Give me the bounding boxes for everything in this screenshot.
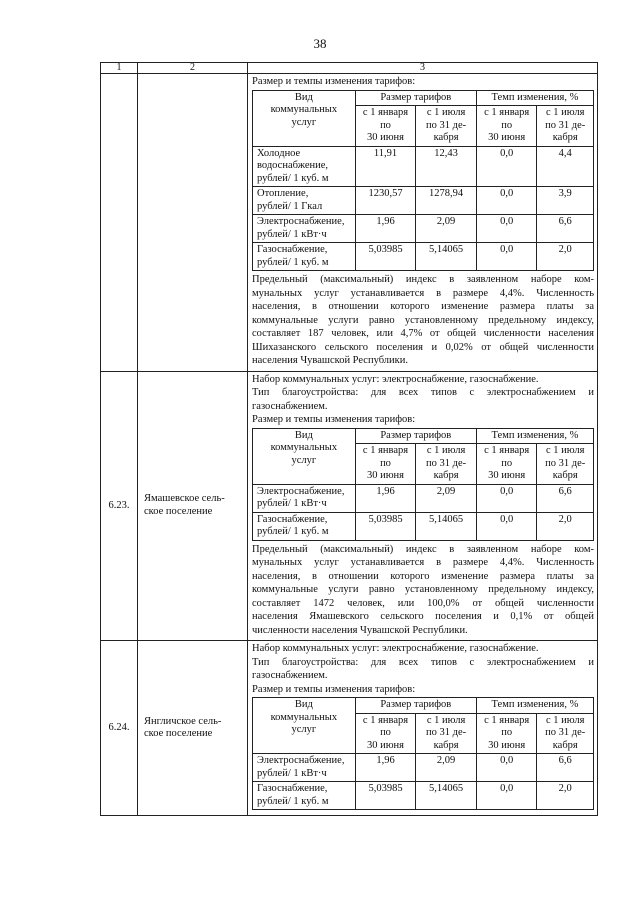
services-intro (252, 642, 594, 683)
service-name-line: рублей/ 1 кВт·ч (257, 498, 327, 509)
service-name-line: рублей/ 1 кВт·ч (257, 228, 327, 240)
service-name-line: рублей/ 1 куб. м (257, 526, 329, 537)
section-row (101, 74, 598, 372)
note-line: составляет 1472 человек, или 100,0% от общей численности (252, 597, 594, 609)
period-header-line: с 1 января (362, 107, 409, 118)
service-header-line: коммунальных (270, 442, 338, 453)
service-name-line: рублей/ 1 куб. м (257, 795, 329, 807)
period-header-line: кабря (552, 470, 578, 481)
note-line: мунальных услуг устанавливается в размере 4,4%. Численность (252, 287, 594, 299)
service-name-line: Газоснабжение, (257, 783, 328, 794)
service-name (253, 782, 356, 810)
service-name (253, 754, 356, 782)
period-header-line: с 1 июля (426, 714, 466, 726)
settlement-name-line: Янгличское сель- (144, 715, 222, 727)
service-name-line: Электроснабжение, (257, 485, 345, 497)
services-intro (252, 373, 594, 414)
tariff-row (253, 754, 594, 782)
tariff-value: 12,43 (416, 146, 477, 187)
settlement-name (138, 74, 248, 372)
service-name (253, 215, 356, 243)
note-line: Предельный (максимальный) индекс в заявленном наборе ком- (252, 274, 594, 285)
period-header-line: кабря (433, 132, 459, 143)
tariff-table (252, 428, 594, 541)
tariff-table (252, 697, 594, 810)
section-row (101, 371, 598, 641)
period-header (416, 106, 477, 147)
period-header-line: по (380, 119, 391, 131)
rate-value: 3,9 (537, 187, 594, 215)
service-header-line: коммунальных (270, 711, 338, 723)
period-header (537, 106, 594, 147)
service-name-line: Электроснабжение, (257, 216, 345, 227)
rate-change-header: Темп изменения, % (476, 698, 593, 714)
rate-value: 0,0 (476, 782, 537, 810)
service-header (253, 698, 356, 754)
tariff-value: 2,09 (416, 754, 477, 782)
section-row (101, 641, 598, 816)
tariff-value: 5,14065 (416, 512, 477, 540)
period-header-line: 30 июня (488, 739, 526, 751)
max-index-note (252, 273, 594, 368)
tariff-value: 1230,57 (355, 187, 416, 215)
period-header (537, 713, 594, 754)
settlement-name-line: Ямашевское сель- (144, 493, 225, 505)
rate-value: 2,0 (537, 782, 594, 810)
settlement-name-line: ское поселение (144, 505, 213, 517)
rate-value: 0,0 (476, 484, 537, 512)
tariff-row (253, 243, 594, 271)
service-name (253, 243, 356, 271)
tariff-value: 2,09 (416, 215, 477, 243)
service-name-line: рублей/ 1 кВт·ч (257, 767, 327, 779)
note-line: населения, в отношении которого изменение размера платы за (252, 301, 594, 312)
tariff-value: 1278,94 (416, 187, 477, 215)
service-name-line: рублей/ 1 Гкал (257, 200, 323, 212)
period-header-line: с 1 июля (546, 107, 585, 118)
note-line: численности населения Чувашской Республики. (252, 624, 468, 636)
settlement-name-line: ское поселение (144, 728, 213, 739)
tariff-row (253, 215, 594, 243)
period-header (355, 713, 416, 754)
service-name (253, 146, 356, 187)
tariff-value: 1,96 (355, 484, 416, 512)
tariff-row (253, 146, 594, 187)
section-content (248, 371, 598, 641)
intro-line: Набор коммунальных услуг: электроснабжение, газоснабжение. (252, 373, 539, 385)
tariff-value: 1,96 (355, 754, 416, 782)
service-name-line: Холодное (257, 147, 301, 159)
tariff-caption: Размер и темпы изменения тарифов: (252, 76, 416, 87)
period-header-line: 30 июня (488, 470, 526, 481)
column-number-1: 1 (101, 63, 138, 74)
rate-value: 0,0 (476, 215, 537, 243)
tariff-value: 5,03985 (355, 243, 416, 271)
period-header-line: с 1 января (484, 714, 530, 726)
tariff-row (253, 512, 594, 540)
period-header-line: кабря (433, 739, 459, 751)
rate-value: 0,0 (476, 754, 537, 782)
period-header-line: кабря (552, 132, 578, 143)
tariff-table (252, 90, 594, 272)
period-header (476, 444, 537, 485)
service-name (253, 512, 356, 540)
note-line: населения Ямашевского сельского поселения и 0,1% от общей (252, 611, 594, 622)
period-header-line: по (501, 727, 513, 738)
period-header-line: с 1 июля (426, 107, 466, 118)
tariff-row (253, 484, 594, 512)
service-header-line: Вид (294, 699, 313, 710)
period-header-line: с 1 июля (546, 714, 585, 726)
period-header (476, 106, 537, 147)
period-header (537, 444, 594, 485)
note-line: населения Чувашской Республики. (252, 355, 408, 366)
service-name-line: водоснабжение, (257, 160, 329, 171)
period-header-line: 30 июня (488, 132, 526, 143)
service-name-line: Газоснабжение, (257, 513, 328, 525)
note-line: составляет 187 человек, или 4,7% от общей численности населения (252, 328, 594, 339)
note-line: Предельный (максимальный) индекс в заявленном наборе ком- (252, 543, 594, 555)
section-number: 6.24. (101, 641, 138, 816)
tariff-caption: Размер и темпы изменения тарифов: (252, 683, 416, 695)
rate-value: 4,4 (537, 146, 594, 187)
main-table (100, 62, 598, 816)
tariff-header-row (253, 698, 594, 714)
period-header-line: по 31 де- (545, 119, 586, 131)
service-name-line: Электроснабжение, (257, 755, 345, 766)
period-header-line: по 31 де- (545, 727, 586, 738)
section-content (248, 74, 598, 372)
rate-change-header: Темп изменения, % (476, 428, 593, 444)
settlement-name (138, 371, 248, 641)
tariff-value: 5,03985 (355, 512, 416, 540)
period-header (355, 444, 416, 485)
tariff-value: 11,91 (355, 146, 416, 187)
settlement-name (138, 641, 248, 816)
intro-line: Тип благоустройства: для всех типов с электроснабжением и (252, 387, 594, 398)
intro-line: Набор коммунальных услуг: электроснабжение, газоснабжение. (252, 643, 539, 654)
rate-value: 0,0 (476, 187, 537, 215)
tariff-size-header: Размер тарифов (355, 90, 476, 106)
service-name (253, 187, 356, 215)
period-header (416, 444, 477, 485)
section-number: 6.23. (101, 371, 138, 641)
period-header-line: по (380, 457, 391, 469)
period-header (416, 713, 477, 754)
rate-value: 6,6 (537, 754, 594, 782)
intro-line: газоснабжением. (252, 400, 328, 412)
period-header-line: по 31 де- (545, 457, 586, 469)
column-number-2: 2 (138, 63, 248, 74)
period-header (355, 106, 416, 147)
period-header-line: по 31 де- (426, 457, 467, 469)
period-header-line: кабря (552, 739, 578, 751)
note-line: Шихазанского сельского поселения и 0,02% от общей численности (252, 341, 594, 353)
tariff-value: 5,14065 (416, 782, 477, 810)
period-header-line: по (501, 119, 513, 131)
period-header-line: по (380, 727, 391, 738)
rate-value: 0,0 (476, 146, 537, 187)
tariff-value: 1,96 (355, 215, 416, 243)
period-header-line: по 31 де- (426, 119, 467, 131)
service-name (253, 484, 356, 512)
period-header-line: с 1 января (362, 714, 409, 726)
intro-line: Тип благоустройства: для всех типов с электроснабжением и (252, 656, 594, 668)
period-header-line: 30 июня (366, 132, 405, 143)
tariff-caption: Размер и темпы изменения тарифов: (252, 414, 416, 425)
column-number-3: 3 (248, 63, 598, 74)
service-header (253, 90, 356, 146)
note-line: населения, в отношении которого изменение размера платы за (252, 570, 594, 582)
period-header-line: с 1 июля (426, 445, 466, 456)
tariff-header-row (253, 90, 594, 106)
service-name-line: Отопление, (257, 188, 309, 199)
column-number-row (101, 63, 598, 74)
service-header-line: коммунальных (270, 104, 338, 115)
period-header-line: по 31 де- (426, 727, 467, 738)
rate-value: 2,0 (537, 512, 594, 540)
rate-value: 2,0 (537, 243, 594, 271)
period-header-line: 30 июня (366, 739, 405, 751)
service-name-line: рублей/ 1 куб. м (257, 172, 329, 184)
tariff-row (253, 782, 594, 810)
service-header-line: услуг (291, 116, 317, 128)
service-name-line: рублей/ 1 куб. м (257, 256, 329, 268)
period-header-line: с 1 января (484, 445, 530, 456)
section-number (101, 74, 138, 372)
rate-value: 0,0 (476, 512, 537, 540)
section-content (248, 641, 598, 816)
service-header-line: Вид (294, 429, 313, 441)
period-header-line: кабря (433, 470, 459, 481)
page-number: 38 (313, 36, 327, 51)
note-line: коммунальные услуги равно установленному предельному индексу, (252, 584, 594, 595)
period-header-line: с 1 января (484, 107, 530, 118)
rate-value: 0,0 (476, 243, 537, 271)
note-line: мунальных услуг устанавливается в размере 4,4%. Численность (252, 557, 594, 568)
tariff-value: 5,03985 (355, 782, 416, 810)
tariff-value: 2,09 (416, 484, 477, 512)
max-index-note (252, 543, 594, 638)
service-header-line: услуг (291, 724, 317, 735)
period-header (476, 713, 537, 754)
period-header-line: с 1 января (362, 445, 409, 456)
note-line: коммунальные услуги равно установленному предельному индексу, (252, 314, 594, 326)
intro-line: газоснабжением. (252, 670, 328, 681)
tariff-size-header: Размер тарифов (355, 698, 476, 714)
rate-value: 6,6 (537, 484, 594, 512)
rate-value: 6,6 (537, 215, 594, 243)
tariff-row (253, 187, 594, 215)
service-header (253, 428, 356, 484)
tariff-header-row (253, 428, 594, 444)
service-header-line: Вид (294, 91, 313, 103)
period-header-line: с 1 июля (546, 445, 585, 456)
tariff-size-header: Размер тарифов (355, 428, 476, 444)
service-header-line: услуг (291, 454, 317, 466)
service-name-line: Газоснабжение, (257, 244, 328, 255)
tariff-value: 5,14065 (416, 243, 477, 271)
period-header-line: 30 июня (366, 470, 405, 481)
rate-change-header: Темп изменения, % (476, 90, 593, 106)
period-header-line: по (501, 457, 513, 469)
